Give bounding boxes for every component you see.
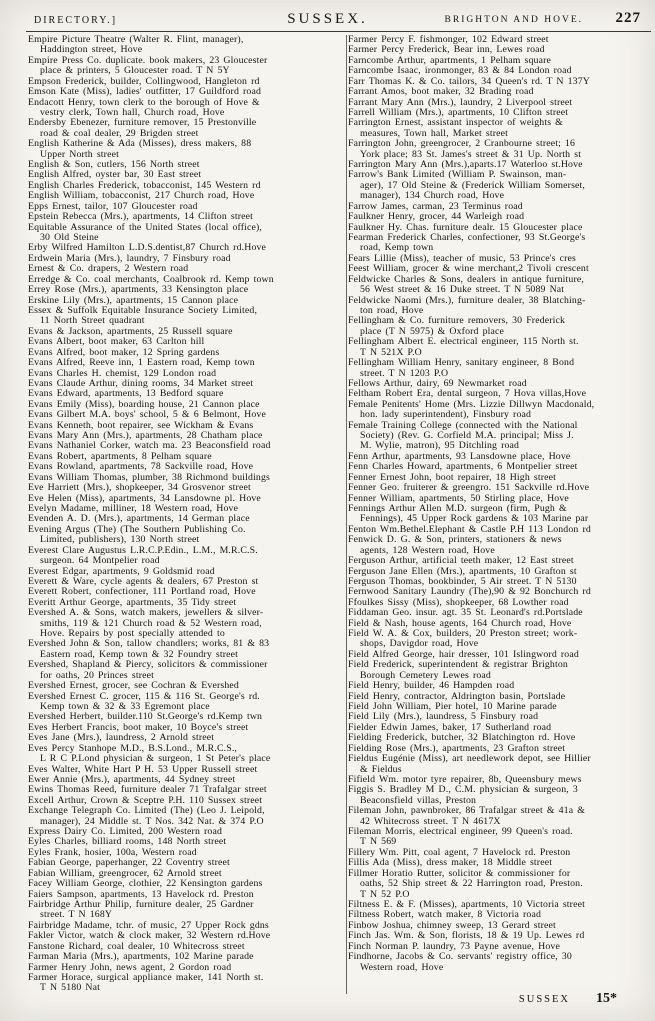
directory-entry-line: Excell Arthur, Crown & Sceptre P.H. 110 Sussex street: [28, 795, 263, 806]
directory-entry-line: Fearman Frederick Charles, confectioner, 93 St.George's: [348, 233, 586, 244]
directory-entry-line: Finbow Joshua, chimney sweep, 13 Gerard street: [348, 920, 556, 931]
directory-entry-line: Empire Picture Theatre (Walter R. Flint, manager),: [28, 35, 244, 45]
header-directory-label: DIRECTORY.]: [34, 15, 118, 26]
directory-entry-line: Eves Herbert Francis, boot maker, 10 Boyce's street: [28, 722, 249, 733]
directory-entry-line: Fieldus Eugénie (Miss), art needlework depot, see Hillier: [348, 754, 591, 765]
directory-entry-line: Fiddaman Geo. insur. agt. 35 St. Leonard's rd.Portslade: [348, 608, 583, 619]
directory-entry-line: Field Frederick, superintendent & registrar Brighton: [348, 660, 568, 671]
directory-entry-line: English Alfred, oyster bar, 30 East street: [28, 170, 202, 181]
directory-entry-line: Farrow's Bank Limited (William P. Swainson, man-: [348, 170, 567, 181]
directory-entry-line: Evans Nathaniel Corker, watch ma. 23 Beaconsfield road: [28, 441, 271, 452]
directory-entry-line: Errey Rose (Mrs.), apartments, 33 Kensington place: [28, 285, 249, 296]
directory-entry-line: York place; 83 St. James's street & 31 Up. North st: [360, 149, 582, 160]
directory-entry-line: Feest William, grocer & wine merchant,2 Tivoli crescent: [348, 264, 589, 275]
directory-entry-line: Everitt Arthur George, apartments, 35 Tidy street: [28, 597, 237, 608]
directory-entry-line: Everest Clare Augustus L.R.C.P.Edin., L.M., M.R.C.S.: [28, 545, 258, 556]
directory-entry-line: Erredge & Co. coal merchants, Coalbrook rd. Kemp town: [28, 274, 274, 285]
directory-entry-line: place (T N 5975) & Oxford place: [360, 326, 504, 337]
directory-entry-line: Limited, publishers), 130 North street: [40, 535, 200, 546]
directory-entry-line: oaths, 52 Ship street & 22 Harrington road, Preston.: [360, 879, 583, 890]
directory-entry-line: L R C P.Lond physician & surgeon, 1 St Peter's place: [40, 754, 271, 765]
directory-entry-line: 56 West street & 16 Duke street. T N 5089 Nat: [360, 285, 565, 296]
directory-entry-line: Ferguson Arthur, artificial teeth maker, 12 East street: [348, 556, 574, 567]
header-section-title: BRIGHTON AND HOVE.: [444, 15, 583, 25]
directory-entry-line: for oaths, 20 Princes street: [40, 670, 155, 681]
directory-entry-line: Epstein Rebecca (Mrs.), apartments, 14 Clifton street: [28, 212, 254, 223]
directory-entry-line: road, Kemp town: [360, 243, 434, 254]
directory-entry-line: Farrant Mary Ann (Mrs.), laundry, 2 Liverpool street: [348, 97, 573, 108]
page-number: 227: [615, 10, 641, 26]
directory-entry-line: Feldwicke Charles & Sons, dealers in antique furniture,: [348, 274, 584, 285]
directory-entry-line: Faulkner Henry, grocer, 44 Warleigh road: [348, 212, 525, 223]
page-footer: [519, 991, 617, 1007]
directory-entry-line: Faulkner Hy. Chas. furniture dealr. 15 Gloucester place: [348, 222, 583, 233]
directory-entry-line: Fillmer Horatio Rutter, solicitor & commissioner for: [348, 868, 571, 879]
directory-entry-line: 42 Whitecross street. T N 4617X: [360, 816, 501, 827]
directory-entry-line: ton road, Hove: [360, 305, 424, 316]
directory-entry-line: road & coal dealer, 29 Brigden street: [40, 128, 199, 139]
directory-entry-line: Ernest & Co. drapers, 2 Western road: [28, 264, 189, 275]
directory-entry-line: Farmer Horace, surgical appliance maker, 141 North st.: [28, 972, 264, 983]
directory-entry-line: Kemp town & 32 & 33 Egremont place: [40, 702, 210, 712]
header-county-title: SUSSEX.: [287, 11, 368, 27]
directory-entry-line: Farmer Percy F. fishmonger, 102 Edward street: [348, 35, 549, 45]
directory-entry-line: Fenn Charles Howard, apartments, 6 Montpelier street: [348, 462, 578, 473]
directory-entry-line: vestry clerk, Town hall, Church road, Hove: [40, 107, 225, 118]
directory-entry-line: Emson Kate (Miss), ladies' outfitter, 17 Guildford road: [28, 87, 262, 98]
directory-entry-line: Evenden A. D. (Mrs.), apartments, 14 German place: [28, 514, 250, 525]
directory-entry-line: & Fieldus: [360, 764, 402, 775]
directory-entry-line: Fennings Arthur Allen M.D. surgeon (firm, Pugh &: [348, 503, 567, 514]
directory-entry-line: M. Wylie, matron), 95 Ditchling road: [360, 441, 520, 452]
directory-entry-line: Field John William, Pier hotel, 10 Marine parade: [348, 702, 557, 712]
directory-entry-line: Field Henry, contractor, Aldrington basin, Portslade: [348, 691, 566, 702]
directory-entry-line: Faiers Sampson, apartments, 13 Havelock rd. Preston: [28, 889, 254, 900]
directory-entry-line: Eve Helen (Miss), apartments, 34 Lansdowne pl. Hove: [28, 493, 261, 504]
directory-entry-line: Evershed Ernest, grocer, see Cochran & Evershed: [28, 681, 239, 692]
directory-entry-line: Evelyn Madame, milliner, 18 Western road, Hove: [28, 503, 239, 514]
directory-entry-line: shops, Davigdor road, Hove: [360, 639, 479, 650]
directory-entry-line: Ferguson Jane Ellen (Mrs.), apartments, 10 Grafton st: [348, 566, 577, 577]
directory-entry-line: Evershed A. & Sons, watch makers, jewellers & silver-: [28, 608, 264, 619]
directory-entry-line: Finch Norman P. laundry, 73 Payne avenue, Hove: [348, 941, 560, 952]
header-rule: [26, 31, 651, 32]
directory-entry-line: Beaconsfield villas, Preston: [360, 795, 477, 806]
directory-entry-line: English Charles Frederick, tobacconist, 145 Western rd: [28, 180, 261, 191]
directory-entry-line: Field Lily (Mrs.), laundress, 5 Finsbury road: [348, 712, 539, 723]
directory-entry-line: Fairbridge Arthur Philip, furniture dealer, 25 Gardner: [28, 900, 254, 911]
directory-entry-line: T N 52 P.O: [360, 889, 410, 900]
directory-entry-line: Fenn Arthur, apartments, 93 Lansdowne place, Hove: [348, 451, 571, 462]
directory-entry-line: Fenner Geo. fruiterer & greengro. 151 Sackville rd.Hove: [348, 483, 590, 494]
directory-entry-line: Eastern road, Kemp town & 32 Foundry street: [40, 649, 238, 660]
directory-entry-line: Figgis S. Bradley M D., C.M. physician & surgeon, 3: [348, 785, 578, 796]
directory-entry-line: Eves Walter, White Hart P H. 53 Upper Russell street: [28, 764, 258, 775]
directory-entry-line: Evans Kenneth, boot repairer, see Wickham & Evans: [28, 420, 254, 431]
directory-entry-line: manager), 134 Church road, Hove: [360, 191, 505, 202]
directory-entry-line: Fabian William, greengrocer, 62 Arnold street: [28, 868, 222, 879]
directory-entry-line: Findhorne, Jacobs & Co. servants' registry office, 30: [348, 952, 572, 963]
directory-entry-line: Empson Frederick, builder, Collingwood, Hangleton rd: [28, 76, 260, 87]
directory-entry-line: Ewins Thomas Reed, furniture dealer 71 Trafalgar street: [28, 785, 267, 796]
directory-entry-line: Evans Rowland, apartments, 78 Sackville road, Hove: [28, 462, 254, 473]
directory-entry-line: Evershed Herbert, builder.110 St.George's rd.Kemp twn: [28, 712, 263, 723]
directory-entry-line: English William, tobacconist, 217 Church road, Hove: [28, 191, 255, 202]
directory-entry-line: Field W. A. & Cox, builders, 20 Preston street; work-: [348, 629, 578, 640]
directory-entry-line: Feltham Robert Era, dental surgeon, 7 Hova villas,Hove: [348, 389, 587, 400]
directory-entry-line: Fellows Arthur, dairy, 69 Newmarket road: [348, 378, 527, 389]
directory-entry-line: measures, Town hall, Market street: [360, 128, 509, 139]
directory-entry-line: Fillery Wm. Pitt, coal agent, 7 Havelock rd. Preston: [348, 847, 571, 858]
directory-entry-line: Farrington Ernest, assistant inspector of weights &: [348, 118, 563, 129]
directory-entry-line: Fenton Wm.Bethel.Elephant & Castle P.H 113 London rd: [348, 524, 591, 535]
directory-entry-line: Fielding Frederick, butcher, 32 Blatchington rd. Hove: [348, 733, 576, 744]
directory-columns: [28, 35, 655, 994]
directory-entry-line: hon. lady superintendent), Finsbury road: [360, 410, 532, 421]
directory-entry-line: T N 569: [360, 837, 397, 848]
footer-signature: SUSSEX: [518, 994, 570, 1005]
directory-entry-line: Farman Maria (Mrs.), apartments, 102 Marine parade: [28, 952, 254, 963]
directory-entry-line: Fenner Ernest John, boot repairer, 18 High street: [348, 472, 557, 483]
directory-entry-line: Filtness E. & F. (Misses), apartments, 10 Victoria street: [348, 900, 585, 911]
directory-entry-line: Female Penitents' Home (Mrs. Lizzie Dillwyn Macdonald,: [348, 399, 595, 410]
directory-entry-line: Farmer Percy Frederick, Bear inn, Lewes road: [348, 45, 545, 56]
directory-entry-line: Evans Emily (Miss), boarding house, 21 Cannon place: [28, 399, 260, 410]
directory-entry-line: Feldwicke Naomi (Mrs.), furniture dealer, 38 Blatching-: [348, 295, 586, 306]
directory-entry-line: Fielder Edwin James, baker, 17 Sutherland road: [348, 722, 552, 733]
directory-entry-line: Farmer Henry John, news agent, 2 Gordon road: [28, 962, 232, 973]
directory-entry-line: Borough Cemetery Lewes road: [360, 670, 491, 681]
directory-entry-line: Evans Charles H. chemist, 129 London road: [28, 368, 217, 379]
directory-entry-line: Filtness Robert, watch maker, 8 Victoria road: [348, 910, 542, 921]
directory-entry-line: Western road, Hove: [360, 962, 444, 973]
directory-entry-line: Evershed Ernest C. grocer, 115 & 116 St. George's rd.: [28, 691, 260, 702]
directory-entry-line: T N 521X P.O: [360, 347, 422, 358]
directory-entry-line: Farrant Amos, boot maker, 32 Brading road: [348, 87, 534, 98]
directory-entry-line: Evening Argus (The) (The Southern Publishing Co.: [28, 524, 246, 535]
directory-entry-line: Fielding Rose (Mrs.), apartments, 23 Grafton street: [348, 743, 566, 754]
directory-entry-line: street. T N 168Y: [40, 910, 113, 921]
directory-entry-line: Fairbridge Madame, tchr. of music, 27 Upper Rock gdns: [28, 920, 269, 931]
directory-entry-line: Fenwick D. G. & Son, printers, stationers & news: [348, 535, 562, 546]
directory-entry-line: Farrell William (Mrs.), apartments, 10 Clifton street: [348, 107, 569, 118]
directory-entry-line: Field & Nash, house agents, 164 Church road, Hove: [348, 618, 572, 629]
directory-entry-line: Farncombe Isaac, ironmonger, 83 & 84 London road: [348, 66, 572, 77]
directory-entry-line: Female Training College (connected with the National: [348, 420, 578, 431]
directory-entry-line: Fenner William, apartments, 50 Stirling place, Hove: [348, 493, 569, 504]
directory-entry-line: ager), 17 Old Steine & (Frederick William Somerset,: [360, 180, 586, 191]
right-column: [348, 35, 655, 994]
directory-entry-line: Hove. Repairs by post specially attended to: [40, 629, 225, 640]
directory-entry-line: smiths, 119 & 121 Church road & 52 Western road,: [40, 618, 262, 629]
directory-entry-line: Evans William Thomas, plumber, 38 Richmond buildings: [28, 472, 270, 483]
directory-entry-line: Society) (Rev. G. Corfield M.A. principal; Miss J.: [360, 431, 574, 442]
directory-entry-line: Express Dairy Co. Limited, 200 Western road: [28, 827, 222, 838]
directory-entry-line: Farncombe Arthur, apartments, 1 Pelham square: [348, 55, 551, 66]
directory-entry-line: Haddington street, Hove: [40, 45, 143, 56]
directory-entry-line: Eyles Frank, hosier, 100a, Western road: [28, 847, 197, 858]
directory-entry-line: Essex & Suffolk Equitable Insurance Society Limited,: [28, 305, 258, 316]
directory-entry-line: English Katherine & Ada (Misses), dress makers, 88: [28, 139, 252, 150]
directory-entry-line: Erskine Lily (Mrs.), apartments, 15 Cannon place: [28, 295, 239, 306]
directory-entry-line: Farrow James, carman, 23 Terminus road: [348, 201, 523, 212]
directory-entry-line: Equitable Assurance of the United States (local office),: [28, 222, 263, 233]
directory-entry-line: Erdwein Maria (Mrs.), laundry, 7 Finsbury road: [28, 253, 231, 264]
directory-entry-line: Fifield Wm. motor tyre repairer, 8b, Queensbury mews: [348, 774, 582, 785]
directory-entry-line: 11 North Street quadrant: [40, 316, 145, 327]
directory-entry-line: Upper North street: [40, 149, 119, 160]
directory-entry-line: Facey William George, clothier, 22 Kensington gardens: [28, 879, 263, 890]
directory-entry-line: Field Henry, builder, 46 Hampden road: [348, 681, 515, 692]
directory-entry-line: Evans & Jackson, apartments, 25 Russell square: [28, 326, 233, 337]
directory-entry-line: Farr Thomas K. & Co. tailors, 34 Queen's rd. T N 137Y: [348, 76, 590, 87]
directory-entry-line: surgeon. 64 Montpelier road: [40, 556, 160, 567]
directory-entry-line: Fennings), 45 Upper Rock gardens & 103 Marine par: [360, 514, 589, 525]
directory-entry-line: Fillis Ada (Miss), dress maker, 18 Middle street: [348, 858, 553, 869]
directory-entry-line: street. T N 1203 P.O: [360, 368, 449, 379]
page-header: [0, 10, 655, 32]
directory-entry-line: Fabian George, paperhanger, 22 Coventry street: [28, 858, 230, 869]
directory-entry-line: Fears Lillie (Miss), teacher of music, 53 Prince's cres: [348, 253, 576, 264]
footer-sheet-mark: 15*: [596, 991, 617, 1006]
directory-entry-line: Eve Harriett (Mrs.), shopkeeper, 34 Grosvenor street: [28, 483, 251, 494]
directory-entry-line: Fellingham Albert E. electrical engineer, 115 North st.: [348, 337, 579, 348]
directory-entry-line: Empire Press Co. duplicate. book makers, 23 Gloucester: [28, 55, 268, 66]
directory-entry-line: place & printers, 5 Gloucester road. T N 5Y: [40, 66, 230, 77]
directory-entry-line: Exchange Telegraph Co. Limited (The) (Leo J. Leipold,: [28, 806, 265, 817]
directory-entry-line: Evans Alfred, boot maker, 12 Spring gardens: [28, 347, 220, 358]
directory-entry-line: Evans Gilbert M.A. boys' school, 5 & 6 Belmont, Hove: [28, 410, 266, 421]
directory-entry-line: Fellingham & Co. furniture removers, 30 Frederick: [348, 316, 566, 327]
directory-entry-line: Farrington Mary Ann (Mrs.),aparts.17 Waterloo st.Hove: [348, 160, 583, 171]
directory-entry-line: Evershed, Shapland & Piercy, solicitors & commissioner: [28, 660, 268, 671]
directory-entry-line: Evans Robert, apartments, 8 Pelham square: [28, 451, 212, 462]
directory-entry-line: Fanstone Richard, coal dealer, 10 Whitecross street: [28, 941, 245, 952]
directory-entry-line: Eves Percy Stanhope M.D., B.S.Lond., M.R.C.S.,: [28, 743, 238, 754]
directory-entry-line: Eyles Charles, billiard rooms, 148 North street: [28, 837, 227, 848]
directory-entry-line: Evans Mary Ann (Mrs.), apartments, 28 Chatham place: [28, 431, 263, 442]
directory-entry-line: Ffoulkes Sissy (Miss), shopkeeper, 68 Lowther road: [348, 597, 569, 608]
directory-entry-line: Ferguson Thomas, bookbinder, 5 Air street. T N 5130: [348, 576, 577, 587]
directory-entry-line: agents, 128 Western road, Hove: [360, 545, 495, 556]
directory-entry-line: Fernwood Sanitary Laundry (The),90 & 92 Bonchurch rd: [348, 587, 591, 598]
directory-entry-line: Endersby Ebenezer, furniture remover, 15 Prestonville: [28, 118, 257, 129]
directory-entry-line: Evershed John & Son, tallow chandlers; works, 81 & 83: [28, 639, 270, 650]
left-column: [28, 35, 344, 994]
directory-entry-line: Eves Jane (Mrs.), laundress, 2 Arnold street: [28, 733, 215, 744]
directory-entry-line: English & Son, cutlers, 156 North street: [28, 160, 200, 171]
directory-entry-line: Fellingham William Henry, sanitary engineer, 8 Bond: [348, 358, 575, 369]
directory-entry-line: manager), 24 Middle st. T Nos. 342 Nat. & 374 P.O: [40, 816, 264, 827]
directory-entry-line: Everest Edgar, apartments, 9 Goldsmid road: [28, 566, 215, 577]
directory-entry-line: Farrington John, greengrocer, 2 Cranbourne street; 16: [348, 139, 576, 150]
directory-entry-line: Everett Robert, confectioner, 111 Portland road, Hove: [28, 587, 256, 598]
directory-entry-line: 30 Old Steine: [40, 233, 99, 244]
directory-entry-line: Everett & Ware, cycle agents & dealers, 67 Preston st: [28, 576, 259, 587]
directory-entry-line: T N 5180 Nat: [40, 983, 100, 994]
directory-entry-line: Finch Jas. Wm. & Son, florists, 18 & 19 Up. Lewes rd: [348, 931, 585, 942]
directory-entry-line: Field Alfred George, hair dresser, 101 Islingword road: [348, 649, 579, 660]
directory-entry-line: Evans Albert, boot maker, 63 Carlton hill: [28, 337, 205, 348]
directory-entry-line: Evans Alfred, Reeve inn, 1 Eastern road, Kemp town: [28, 358, 255, 369]
directory-entry-line: Fileman Morris, electrical engineer, 99 Queen's road.: [348, 827, 573, 838]
directory-entry-line: Epps Ernest, tailor, 107 Gloucester road: [28, 201, 198, 212]
directory-entry-line: Evans Edward, apartments, 13 Bedford square: [28, 389, 224, 400]
directory-entry-line: Endacott Henry, town clerk to the borough of Hove &: [28, 97, 260, 108]
directory-entry-line: Ewer Annie (Mrs.), apartments, 44 Sydney street: [28, 774, 236, 785]
directory-entry-line: Fakler Victor, watch & clock maker, 32 Western rd.Hove: [28, 931, 271, 942]
directory-entry-line: Evans Claude Arthur, dining rooms, 34 Market street: [28, 378, 254, 389]
directory-entry-line: Erby Wilfred Hamilton L.D.S.dentist,87 Church rd.Hove: [28, 243, 267, 254]
directory-entry-line: Fileman John, pawnbroker, 86 Trafalgar street & 41a &: [348, 806, 585, 817]
column-divider: [346, 35, 347, 994]
